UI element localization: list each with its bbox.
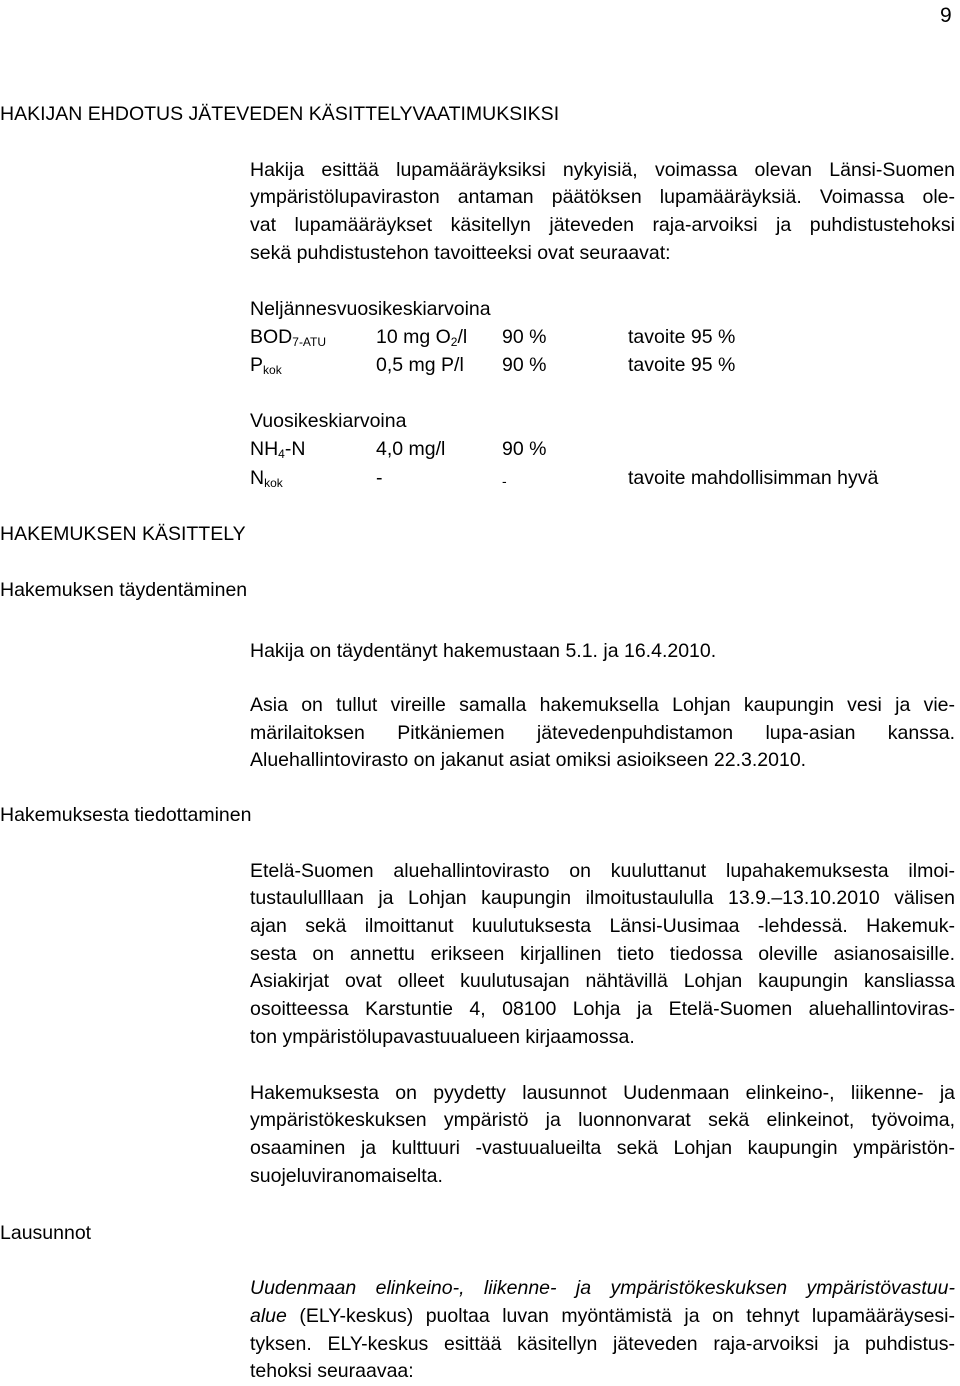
subheading-statements: Lausunnot: [0, 1222, 92, 1244]
text-line: Hakija esittää lupamääräyksiksi nykyisiä, voimassa olevan Länsi-Suomen: [250, 159, 955, 181]
subheading-completion: Hakemuksen täydentäminen: [0, 579, 248, 601]
text-line: tehoksi seuraavaa:: [250, 1360, 414, 1382]
target-cell: tavoite mahdollisimman hyvä: [628, 467, 879, 489]
text-line: Hakemuksesta on pyydetty lausunnot Uudenmaan elinkeino-, liikenne- ja: [250, 1082, 955, 1104]
section-title-processing: HAKEMUKSEN KÄSITTELY: [0, 523, 246, 545]
text-line: alue (ELY-keskus) puoltaa luvan myöntämistä ja on tehnyt lupamääräysesi-: [250, 1305, 955, 1327]
text-line: Aluehallintovirasto on jakanut asiat omiksi asioikseen 22.3.2010.: [250, 749, 807, 771]
section-title-proposal: HAKIJAN EHDOTUS JÄTEVEDEN KÄSITTELYVAATIMUKSIKSI: [0, 103, 560, 125]
subheading-notice: Hakemuksesta tiedottaminen: [0, 804, 252, 826]
text-line: vat lupamääräykset käsitellyn jäteveden raja-arvoiksi ja puhdistustehoksi: [250, 214, 955, 236]
text-line: Etelä-Suomen aluehallintovirasto on kuuluttanut lupahakemuksesta ilmoi-: [250, 860, 955, 882]
quarterly-heading: Neljännesvuosikeskiarvoina: [250, 298, 491, 320]
text-line: ympäristökeskuksen ympäristö ja luonnonvarat sekä elinkeinot, työvoima,: [250, 1109, 955, 1131]
ely-italic-text: Uudenmaan elinkeino-, liikenne- ja ympäristökeskuksen ympäristövastuu-: [250, 1277, 955, 1299]
efficiency-cell: 90 %: [502, 438, 547, 460]
text-line: ympäristölupaviraston antaman päätöksen lupamääräyksiä. Voimassa ole-: [250, 186, 955, 208]
text-line: ajan sekä ilmoittanut kuulutuksesta Länsi-Uusimaa -lehdessä. Hakemuk-: [250, 915, 955, 937]
text-line: Asiakirjat ovat olleet kuulutusajan nähtävillä Lohjan kaupungin kansliassa: [250, 970, 955, 992]
text-line: suojeluviranomaiselta.: [250, 1165, 443, 1187]
text-line: osoitteessa Karstuntie 4, 08100 Lohja ja Etelä-Suomen aluehallintoviras-: [250, 998, 955, 1020]
text-line: ton ympäristölupavastuualueen kirjaamossa.: [250, 1026, 635, 1048]
text-line: tyksen. ELY-keskus esittää käsitellyn jäteveden raja-arvoiksi ja puhdistus-: [250, 1333, 955, 1355]
text-line: [250, 1277, 955, 1300]
parameter-cell: $BOD_{7-ATU}$: [250, 326, 327, 349]
parameter-cell: $NH_4-N$: [250, 438, 306, 461]
value-cell: 10 mg $O_2/l$: [376, 326, 468, 349]
ely-italic-text: alue: [250, 1305, 287, 1327]
text-line: märilaitoksen Pitkäniemen jätevedenpuhdistamon lupa-asian kanssa.: [250, 722, 955, 744]
efficiency-cell: -: [502, 473, 507, 489]
text-line: Asia on tullut vireille samalla hakemuksella Lohjan kaupungin vesi ja vie-: [250, 694, 955, 716]
value-cell: -: [376, 467, 383, 489]
efficiency-cell: 90 %: [502, 326, 547, 348]
value-cell: 4,0 mg/l: [376, 438, 446, 460]
target-cell: tavoite 95 %: [628, 326, 736, 348]
text-line: osaaminen ja kulttuuri -vastuualueilta sekä Lohjan kaupungin ympäristön-: [250, 1137, 955, 1159]
text-line: tustaululllaan ja Lohjan kaupungin ilmoitustaululla 13.9.–13.10.2010 välisen: [250, 887, 955, 909]
page-number: 9: [940, 4, 952, 27]
parameter-cell: $P_{kok}$: [250, 354, 282, 377]
value-cell: 0,5 mg P/l: [376, 354, 464, 376]
annual-heading: Vuosikeskiarvoina: [250, 410, 407, 432]
text-line: sekä puhdistustehon tavoitteeksi ovat seuraavat:: [250, 242, 671, 264]
completion-text: Hakija on täydentänyt hakemustaan 5.1. ja 16.4.2010.: [250, 640, 717, 662]
target-cell: tavoite 95 %: [628, 354, 736, 376]
efficiency-cell: 90 %: [502, 354, 547, 376]
parameter-cell: $N_{kok}$: [250, 467, 283, 490]
text-line: sesta on annettu erikseen kirjallinen tieto tiedossa oleville asianosaisille.: [250, 943, 955, 965]
